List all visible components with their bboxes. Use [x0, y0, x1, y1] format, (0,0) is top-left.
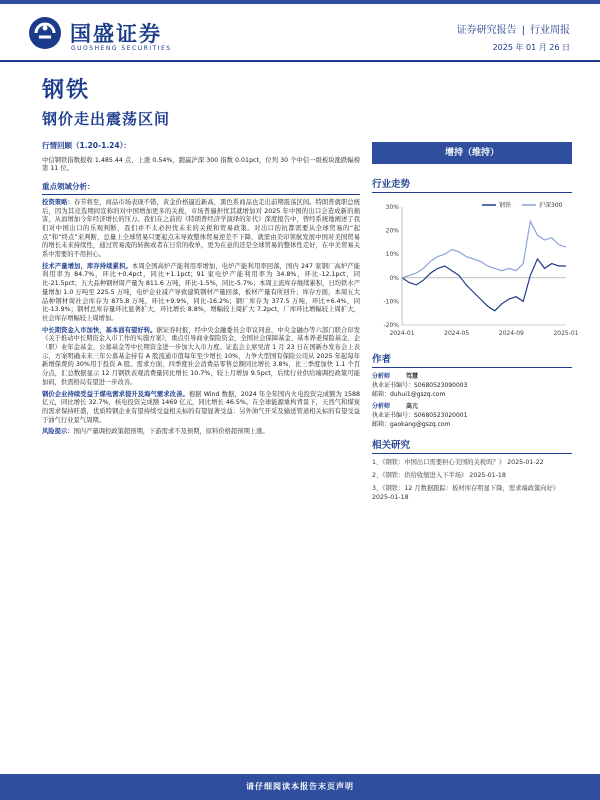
- strategy-lead: 投资策略：: [42, 198, 74, 206]
- footer-disclaimer: 请仔细阅读本报告末页声明: [246, 782, 354, 791]
- trend-title: 行业走势: [372, 176, 572, 193]
- key-analysis-title: 重点领域分析：: [42, 183, 360, 195]
- risk-lead: 风险提示：: [42, 428, 74, 436]
- analyst-block-1: [372, 372, 572, 399]
- energy-lead: 钢价企业持续受益于煤电需求提升及海气需求改善。: [42, 390, 189, 398]
- trend-chart: [372, 197, 579, 347]
- analyst-role: 分析师: [372, 373, 391, 380]
- analyst-email: 邮箱：gaokang@gszq.com: [372, 421, 451, 428]
- related-research-title: 相关研究: [372, 437, 572, 454]
- capital-paragraph: [42, 327, 360, 388]
- energy-paragraph: [42, 391, 360, 426]
- sidebar-column: [372, 142, 579, 506]
- strategy-paragraph: [42, 199, 360, 260]
- supply-paragraph: [42, 263, 360, 324]
- logo-text: 国盛证券: [70, 22, 162, 46]
- analyst-block-2: [372, 402, 572, 429]
- series-line-1: [402, 259, 566, 311]
- analyst-name-line: [372, 402, 572, 411]
- market-review-title: 行情回顾（1.20-1.24）：: [42, 141, 131, 150]
- logo-mark-icon: [28, 16, 62, 50]
- y-tick-label: 30%: [385, 204, 399, 211]
- series-line-2: [402, 221, 566, 278]
- legend-label: 钢铁: [499, 202, 512, 209]
- top-stripe: [0, 0, 600, 4]
- capital-lead: 中长期资金入市加快，基本面有望好转。: [42, 326, 157, 334]
- y-tick-label: 10%: [385, 251, 399, 259]
- separator: |: [521, 25, 525, 36]
- logo-subtext: GUOSHENG SECURITIES: [71, 45, 172, 52]
- analyst-cert: 执业证书编号：S0680523020001: [372, 412, 468, 419]
- analyst-role: 分析师: [372, 403, 391, 410]
- legend-label: 沪深300: [539, 202, 563, 209]
- report-type-label: 证券研究报告: [456, 25, 517, 36]
- industry-title: 钢铁: [42, 78, 91, 103]
- related-link[interactable]: 2、《钢铁：供给收缩进入下半场》 2025-01-18: [372, 472, 506, 479]
- analyst-name: 高亢: [406, 403, 419, 410]
- footer-bar: [0, 774, 600, 800]
- strategy-text: 春节将至，商品市场表现不错，黄金价格逼近新高，黑色系商品也走出前期震荡区间。特朗普就职总统后，因为其竞选期间宣称的对中国增加更多的关税，市场普遍担忧其就增加对 2025 年中国的出口会造成新的损害，从而增加今年经济增长的压力。我们在之前的《特朗普经济学演绎的年代》深度报告中，曾经系统地阐述了我们对中国出口的乐观判断，我们并不太必担忧未来的关税和贸易政策。对出口的抗都需要从全球贸易的“起点”和“终点”来判断，总量上全球贸易只要起点未导致整体贸易逆差不下降，就需由美印领航发展中国对美国贸易的增长未来持续性，通过贸易流的转换或者在日常的收单，更为在意的还是全球贸易的整体性走好，在中美贸易关系中需要的不用担心。: [42, 198, 361, 259]
- rating-badge: 增持（维持）: [372, 142, 572, 164]
- x-tick-label: 2024-09: [498, 330, 524, 337]
- y-tick-label: 20%: [385, 227, 399, 235]
- y-tick-label: 0%: [389, 274, 399, 282]
- related-link[interactable]: 3、《钢铁：12 月数据跟踪：板材库存明显下降，需求端政策向好》 2025-01-18: [372, 485, 560, 501]
- report-headline: 钢价走出震荡区间: [42, 110, 171, 128]
- risk-paragraph: [42, 428, 360, 437]
- header-rule: [0, 60, 600, 62]
- y-tick-label: -10%: [383, 298, 399, 306]
- report-category: 行业周报: [530, 25, 570, 36]
- report-date: 2025 年 01 月 26 日: [492, 43, 570, 52]
- related-link[interactable]: 1、《钢铁：中国出口需要担心美国的关税吗？》 2025-01-22: [372, 459, 544, 466]
- supply-text: 本周全国高炉产能利用率增加，电炉产能利用率回落，国内 247 家钢厂高炉产能利用率为 84.7%，环比+0.4pct，同比+1.1pct；91 家电炉产能利用率为 34.8%，环比-12.1pct，同比-21.5pct；五大品种钢材周产量为 811.6 万吨，环比-1.5%，同比-5.7%；本周主流库存继续累积，日均铁水产量增加 1.0 万吨至 225.5 万吨，电炉企业减产导致建筑钢材产量回落，板材产量有所回升；库存方面，本周五大品种钢材周社会库存为 875.8 万吨，环比+9.9%，同比-16.2%；钢厂库存为 377.5 万吨，环比+6.4%，同比-13.9%；钢材总库存量环比显著扩大，环比增长 8.8%，增幅较上周扩大 7.2pct，厂库环比增幅较上周扩大，社会库存增幅较上周增加。: [42, 262, 361, 322]
- risk-text: 国内产量调控政策超预期，下游需求不及预期，原料价格超预期上涨。: [73, 428, 269, 436]
- energy-text: 根据 Wind 数据，2024 年全年国内火电投资完成额为 1588 亿元，同比增长 32.7%，核电投资完成额 1469 亿元，同比增长 46.5%。在全球能源重构背景下，天然气和煤炭的需求保持旺盛，优质特钢企业有望持续受益相关标的有望显著受益：另外油气开采及输送管道相关标的有望受益于油气行业景气周期。: [42, 390, 360, 424]
- analyst-title: 作者: [372, 351, 572, 368]
- report-type: [457, 21, 570, 36]
- analyst-name-line: [372, 372, 572, 381]
- x-tick-label: 2024-01: [389, 330, 415, 337]
- y-tick-label: -20%: [383, 322, 399, 329]
- analyst-name: 笃慧: [406, 373, 419, 380]
- analyst-cert: 执业证书编号：S0680523090003: [372, 382, 468, 389]
- capital-text: 据证券时报，经中央金融委员会审议同意，中央金融办等六部门联合印发《关于推动中长期资金入市工作的实施方案》，重点引导商业保险资金、全国社会保障基金、基本养老保险基金、企（职）业年金基金、公募基金等中长期资金进一步加大入市力度。证监会主席吴清 1 月 23 日在国新办发布会上表示，方案明确未来三年公募基金持有 A 股流通市值每年至少增长 10%，力争大型国有保险公司从 2025 年起每年新增保费的 30%用于投资 A 股。需求方面，四季度社会消费品零售总额同比增长 3.8%，比三季度加快 1.1 个百分点，汇总数据显示 12 月钢铁表观消费量同比增长 10.7%，较上月增加 9.5pct，后续行业供给端调控政策可能加码，供需格局有望进一步改善。: [42, 326, 361, 386]
- company-logo: [28, 16, 188, 60]
- market-review-text: 中信钢铁指数报收 1,485.44 点，上涨 0.54%，跑赢沪深 300 指数 0.01pct，位列 30 个中信一级板块涨跌幅榜第 11 位。: [42, 156, 360, 173]
- x-tick-label: 2025-01: [553, 330, 579, 337]
- supply-lead: 技术产量增加，库存持续累积。: [42, 262, 132, 270]
- trend-chart-svg: [372, 197, 579, 347]
- analyst-email: 邮箱：duhui1@gszq.com: [372, 391, 446, 398]
- main-column: [42, 142, 360, 440]
- x-tick-label: 2024-05: [444, 330, 470, 337]
